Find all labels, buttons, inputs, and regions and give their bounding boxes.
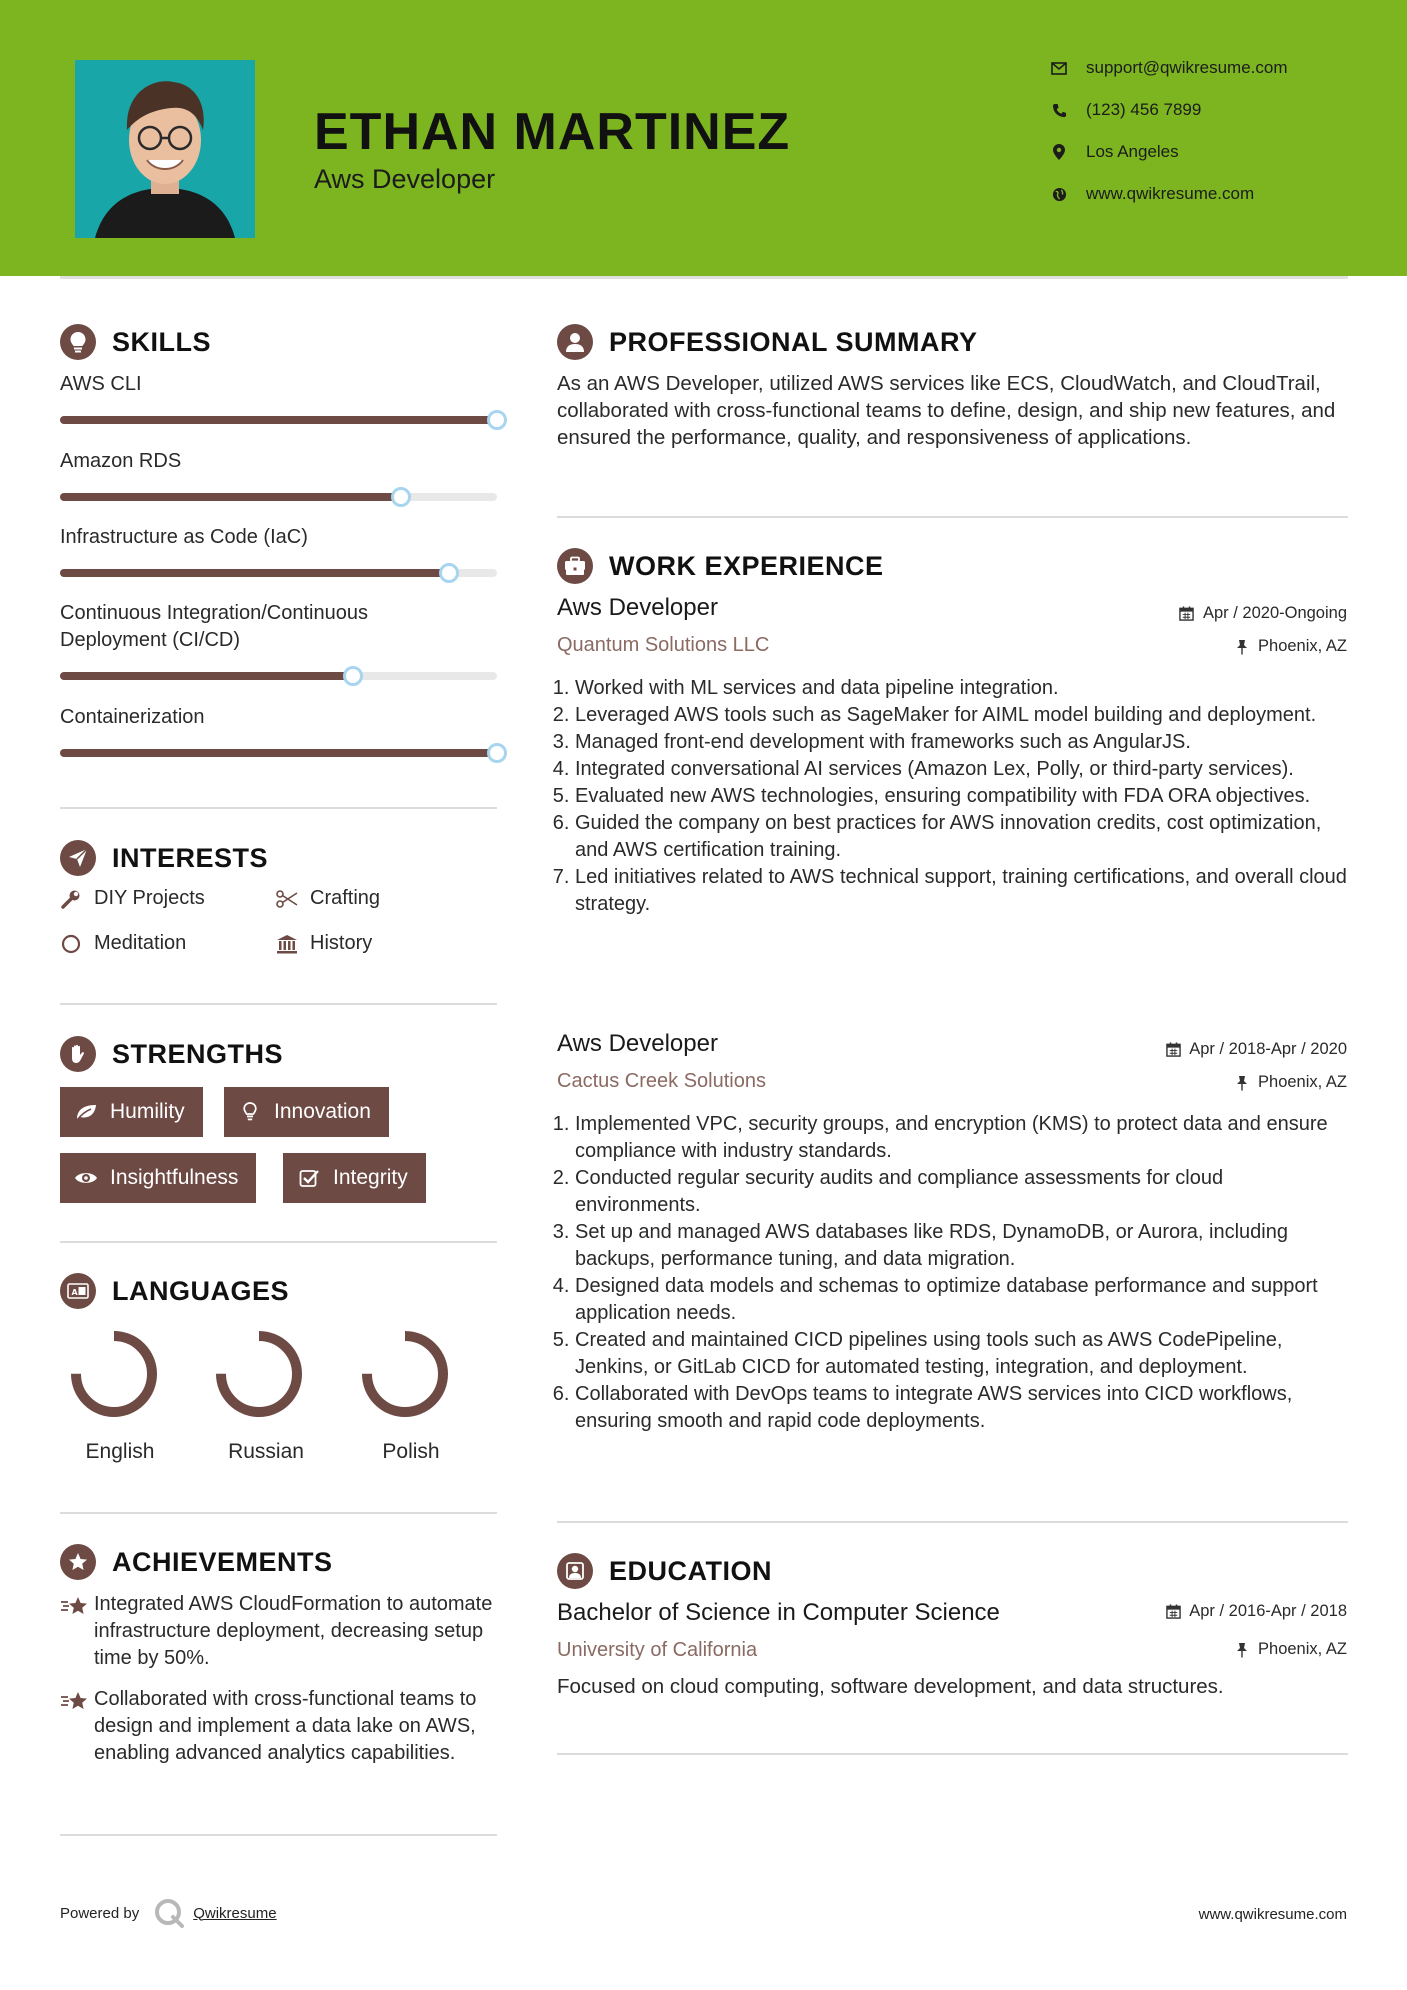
duty-item: 3. Set up and managed AWS databases like RDS, DynamoDB, or Aurora, including backups, performance tuning, and data migration. [575, 1219, 1350, 1273]
skill-bar [60, 672, 497, 680]
section-divider [557, 1521, 1348, 1523]
svg-text:A: A [71, 1288, 78, 1297]
skill-bar-fill [60, 416, 497, 424]
checkbox-icon [297, 1166, 321, 1190]
pushpin-icon [1234, 1642, 1250, 1658]
skill-bar-knob [439, 563, 459, 583]
skill-label: Continuous Integration/Continuous Deployment (CI/CD) [60, 602, 368, 651]
job-location-text: Phoenix, AZ [1258, 637, 1347, 655]
star-icon [60, 1595, 94, 1672]
museum-icon [276, 933, 298, 955]
scissors-icon [276, 888, 298, 910]
duty-item: 1. Worked with ML services and data pipeline integration. [575, 675, 1350, 702]
job-company: Cactus Creek Solutions [557, 1070, 766, 1092]
duty-item: 2. Leveraged AWS tools such as SageMaker for AIML model building and deployment. [575, 702, 1350, 729]
skill-bar [60, 569, 497, 577]
skill-bar-knob [391, 487, 411, 507]
interest-item [276, 887, 380, 910]
interest-label: DIY Projects [94, 887, 205, 909]
duty-item: 5. Created and maintained CICD pipelines using tools such as AWS CodePipeline, Jenkins, or GitLab CICD for automated testing, integration, and deployment. [575, 1327, 1350, 1381]
job-dates [1179, 604, 1347, 623]
education-description: Focused on cloud computing, software development, and data structures. [557, 1675, 1224, 1698]
job-title: Aws Developer [557, 594, 718, 621]
header-band [0, 0, 1407, 276]
section-divider [60, 1241, 497, 1243]
qwikresume-link[interactable]: Qwikresume [193, 1904, 277, 1922]
education-dates [1165, 1602, 1347, 1621]
section-divider [60, 1512, 497, 1514]
duty-item: 2. Conducted regular security audits and compliance assessments for cloud environments. [575, 1165, 1350, 1219]
skill-label: Infrastructure as Code (IaC) [60, 526, 308, 548]
contact-phone-text: (123) 456 7899 [1086, 100, 1202, 119]
school-name: University of California [557, 1639, 758, 1661]
summary-title: PROFESSIONAL SUMMARY [609, 326, 978, 357]
skill-bar-fill [60, 569, 449, 577]
contact-website-text: www.qwikresume.com [1086, 184, 1255, 203]
contact-location [1050, 142, 1179, 162]
achievement-text: Collaborated with cross-functional teams to design and implement a data lake on AWS, enabling advanced analytics capabilities. [94, 1688, 477, 1764]
interests-heading [60, 840, 268, 876]
language-ring-arc [221, 1336, 297, 1412]
candidate-title: Aws Developer [314, 164, 496, 194]
languages-title: LANGUAGES [112, 1275, 290, 1306]
hand-icon [60, 1036, 96, 1072]
strengths-heading [60, 1036, 283, 1072]
strength-label: Integrity [333, 1166, 408, 1189]
achievement-item [60, 1591, 500, 1672]
strength-label: Humility [110, 1100, 185, 1123]
contact-email[interactable] [1050, 58, 1288, 78]
globe-icon [1050, 185, 1068, 203]
education-heading [557, 1553, 772, 1589]
job-dates [1165, 1040, 1347, 1059]
achievements-heading [60, 1544, 333, 1580]
phone-icon [1050, 101, 1068, 119]
language-ring [359, 1328, 451, 1420]
profile-photo [75, 60, 255, 238]
skills-title: SKILLS [112, 326, 212, 357]
section-divider [60, 807, 497, 809]
interest-label: Meditation [94, 932, 187, 954]
strength-label: Innovation [274, 1100, 371, 1123]
experience-title: WORK EXPERIENCE [609, 550, 884, 581]
skill-bar-knob [487, 410, 507, 430]
languages-heading [60, 1273, 289, 1309]
pushpin-icon [1234, 639, 1250, 655]
circle-icon [60, 933, 82, 955]
calendar-icon [1165, 1042, 1181, 1058]
language-label: Russian [228, 1440, 304, 1463]
interest-label: History [310, 932, 373, 954]
paper-plane-icon [60, 840, 96, 876]
interest-item [276, 932, 372, 955]
contact-phone[interactable] [1050, 100, 1201, 120]
strength-tag [283, 1153, 426, 1203]
powered-by-text: Powered by [60, 1904, 140, 1922]
footer-powered-by [60, 1897, 277, 1929]
skill-label: Containerization [60, 706, 205, 728]
summary-text: As an AWS Developer, utilized AWS services like ECS, CloudWatch, and CloudTrail, collaborated with cross-functional teams to define, design, and ship new features, and ensured the performance, quality, and responsiveness of applications. [557, 372, 1336, 449]
job-duties [575, 1111, 1350, 1435]
language-label: English [85, 1440, 155, 1463]
eye-icon [74, 1166, 98, 1190]
lightbulb-icon [60, 324, 96, 360]
language-icon [60, 1273, 96, 1309]
language-ring [68, 1328, 160, 1420]
section-divider [557, 516, 1348, 518]
job-dates-text: Apr / 2020-Ongoing [1202, 604, 1347, 622]
job-dates-text: Apr / 2018-Apr / 2020 [1189, 1040, 1347, 1058]
strength-label: Insightfulness [110, 1166, 239, 1189]
leaf-icon [74, 1100, 98, 1124]
strengths-title: STRENGTHS [112, 1038, 284, 1069]
interests-title: INTERESTS [112, 842, 269, 873]
duty-item: 6. Collaborated with DevOps teams to integrate AWS services into CICD workflows, ensuring smooth and rapid code deployments. [575, 1381, 1350, 1435]
duty-item: 6. Guided the company on best practices for AWS innovation credits, cost optimization, and AWS certification training. [575, 810, 1350, 864]
interest-item [60, 932, 186, 955]
calendar-icon [1179, 606, 1195, 622]
duty-item: 7. Led initiatives related to AWS technical support, training certifications, and overall cloud strategy. [575, 864, 1350, 918]
job-location [1234, 1073, 1347, 1092]
section-divider [557, 1753, 1348, 1755]
job-location [1234, 637, 1347, 656]
education-dates-text: Apr / 2016-Apr / 2018 [1189, 1602, 1347, 1620]
duty-item: 4. Designed data models and schemas to optimize database performance and support application needs. [575, 1273, 1350, 1327]
pushpin-icon [1234, 1075, 1250, 1091]
star-badge-icon [60, 1544, 96, 1580]
job-location-text: Phoenix, AZ [1258, 1073, 1347, 1091]
user-icon [557, 324, 593, 360]
skill-label: AWS CLI [60, 373, 142, 395]
contact-email-text: support@qwikresume.com [1086, 58, 1288, 77]
map-pin-icon [1050, 143, 1068, 161]
education-location-text: Phoenix, AZ [1258, 1640, 1347, 1658]
candidate-name: ETHAN MARTINEZ [314, 103, 791, 161]
education-location [1234, 1640, 1347, 1659]
skill-bar-knob [487, 743, 507, 763]
lightbulb-outline-icon [238, 1100, 262, 1124]
briefcase-icon [557, 548, 593, 584]
strength-tag [60, 1153, 256, 1203]
job-duties [575, 675, 1350, 918]
achievements-title: ACHIEVEMENTS [112, 1546, 333, 1577]
duty-item: 1. Implemented VPC, security groups, and encryption (KMS) to protect data and ensure compliance with industry standards. [575, 1111, 1350, 1165]
contact-website[interactable] [1050, 184, 1254, 204]
duty-item: 4. Integrated conversational AI services (Amazon Lex, Polly, or third-party services). [575, 756, 1350, 783]
skill-bar-fill [60, 493, 401, 501]
degree-title: Bachelor of Science in Computer Science [557, 1599, 1000, 1626]
envelope-icon [1050, 59, 1068, 77]
achievement-item [60, 1686, 500, 1767]
job-title: Aws Developer [557, 1030, 718, 1057]
duty-item: 3. Managed front-end development with frameworks such as AngularJS. [575, 729, 1350, 756]
calendar-icon [1165, 1604, 1181, 1620]
language-ring-arc [367, 1336, 443, 1412]
section-divider [60, 1834, 497, 1836]
interest-label: Crafting [310, 887, 381, 909]
duty-item: 5. Evaluated new AWS technologies, ensuring compatibility with FDA ORA objectives. [575, 783, 1350, 810]
language-ring [213, 1328, 305, 1420]
interest-item [60, 887, 205, 910]
job-company: Quantum Solutions LLC [557, 634, 770, 656]
star-icon [60, 1690, 94, 1767]
graduate-icon [557, 1553, 593, 1589]
skill-bar [60, 493, 497, 501]
section-divider [60, 1003, 497, 1005]
skill-label: Amazon RDS [60, 450, 182, 472]
skill-bar-fill [60, 749, 497, 757]
strength-tag [224, 1087, 389, 1137]
education-title: EDUCATION [609, 1555, 772, 1586]
skill-bar [60, 749, 497, 757]
language-ring-arc [76, 1336, 152, 1412]
language-label: Polish [382, 1440, 440, 1463]
summary-heading [557, 324, 978, 360]
experience-heading [557, 548, 884, 584]
skill-bar-fill [60, 672, 353, 680]
strength-tag [60, 1087, 203, 1137]
footer-website[interactable]: www.qwikresume.com [1198, 1906, 1347, 1923]
header-divider [60, 276, 1348, 279]
skill-bar [60, 416, 497, 424]
contact-location-text: Los Angeles [1086, 142, 1179, 161]
achievement-text: Integrated AWS CloudFormation to automate infrastructure deployment, decreasing setup time by 50%. [94, 1593, 493, 1669]
qwikresume-logo-icon [153, 1897, 185, 1929]
skills-heading [60, 324, 211, 360]
skill-bar-knob [343, 666, 363, 686]
wrench-icon [60, 888, 82, 910]
